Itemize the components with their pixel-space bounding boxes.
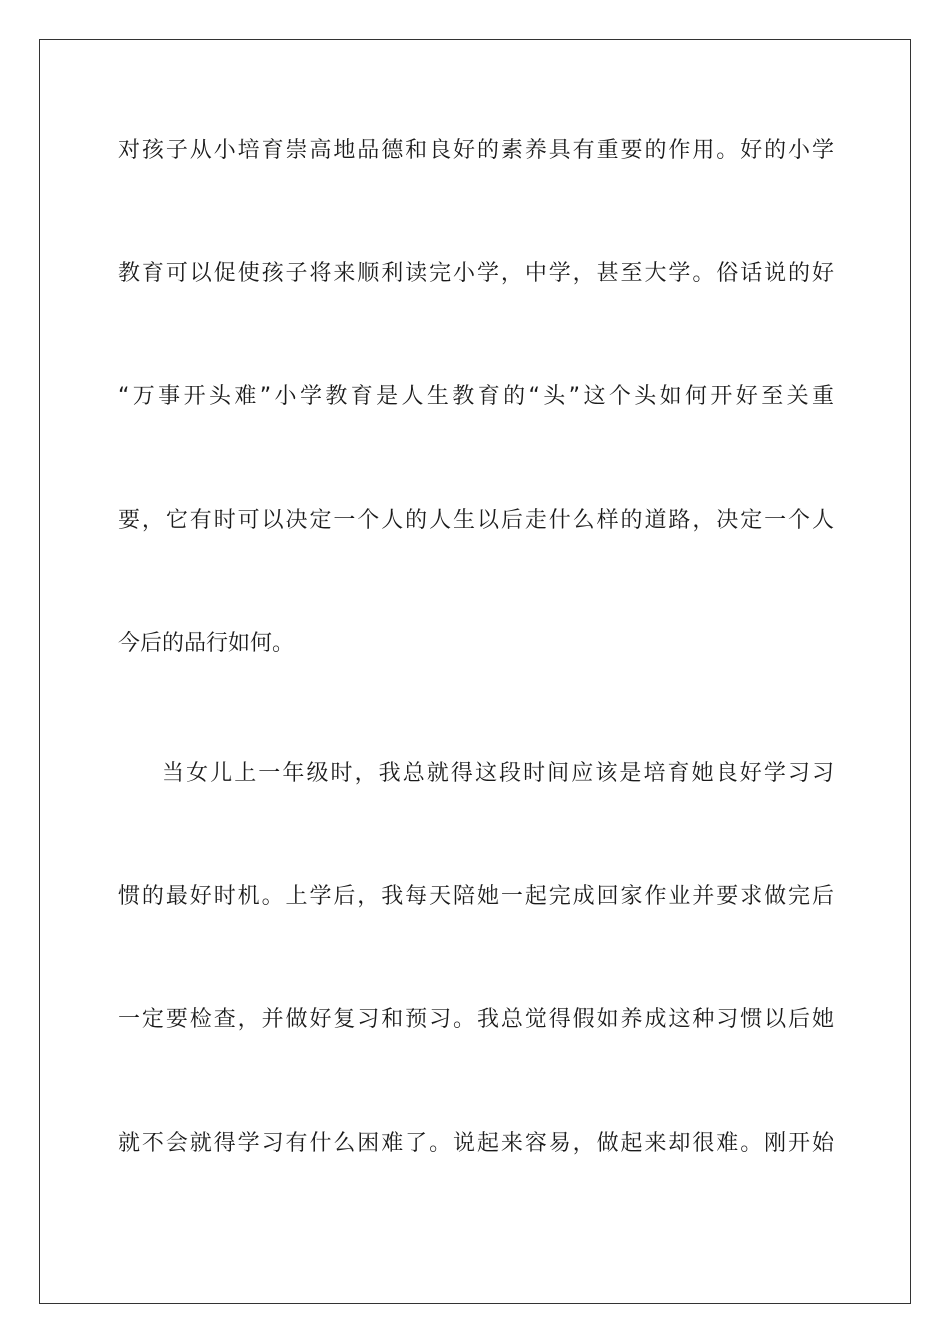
text-line: 一定要检查，并做好复习和预习。我总觉得假如养成这种习惯以后她 [118,1007,834,1032]
text-line: 教育可以促使孩子将来顺利读完小学，中学，甚至大学。俗话说的好 [118,261,834,286]
text-line: 惯的最好时机。上学后，我每天陪她一起完成回家作业并要求做完后 [118,884,834,909]
text-line: “万事开头难”小学教育是人生教育的“头”这个头如何开好至关重 [118,384,834,409]
page-border [39,39,911,1304]
text-line: 就不会就得学习有什么困难了。说起来容易，做起来却很难。刚开始 [118,1131,834,1156]
text-line: 对孩子从小培育崇高地品德和良好的素养具有重要的作用。好的小学 [118,138,834,163]
text-line: 要，它有时可以决定一个人的人生以后走什么样的道路，决定一个人 [118,508,834,533]
text-line: 今后的品行如何。 [118,631,295,656]
text-line: 当女儿上一年级时，我总就得这段时间应该是培育她良好学习习 [162,761,834,786]
